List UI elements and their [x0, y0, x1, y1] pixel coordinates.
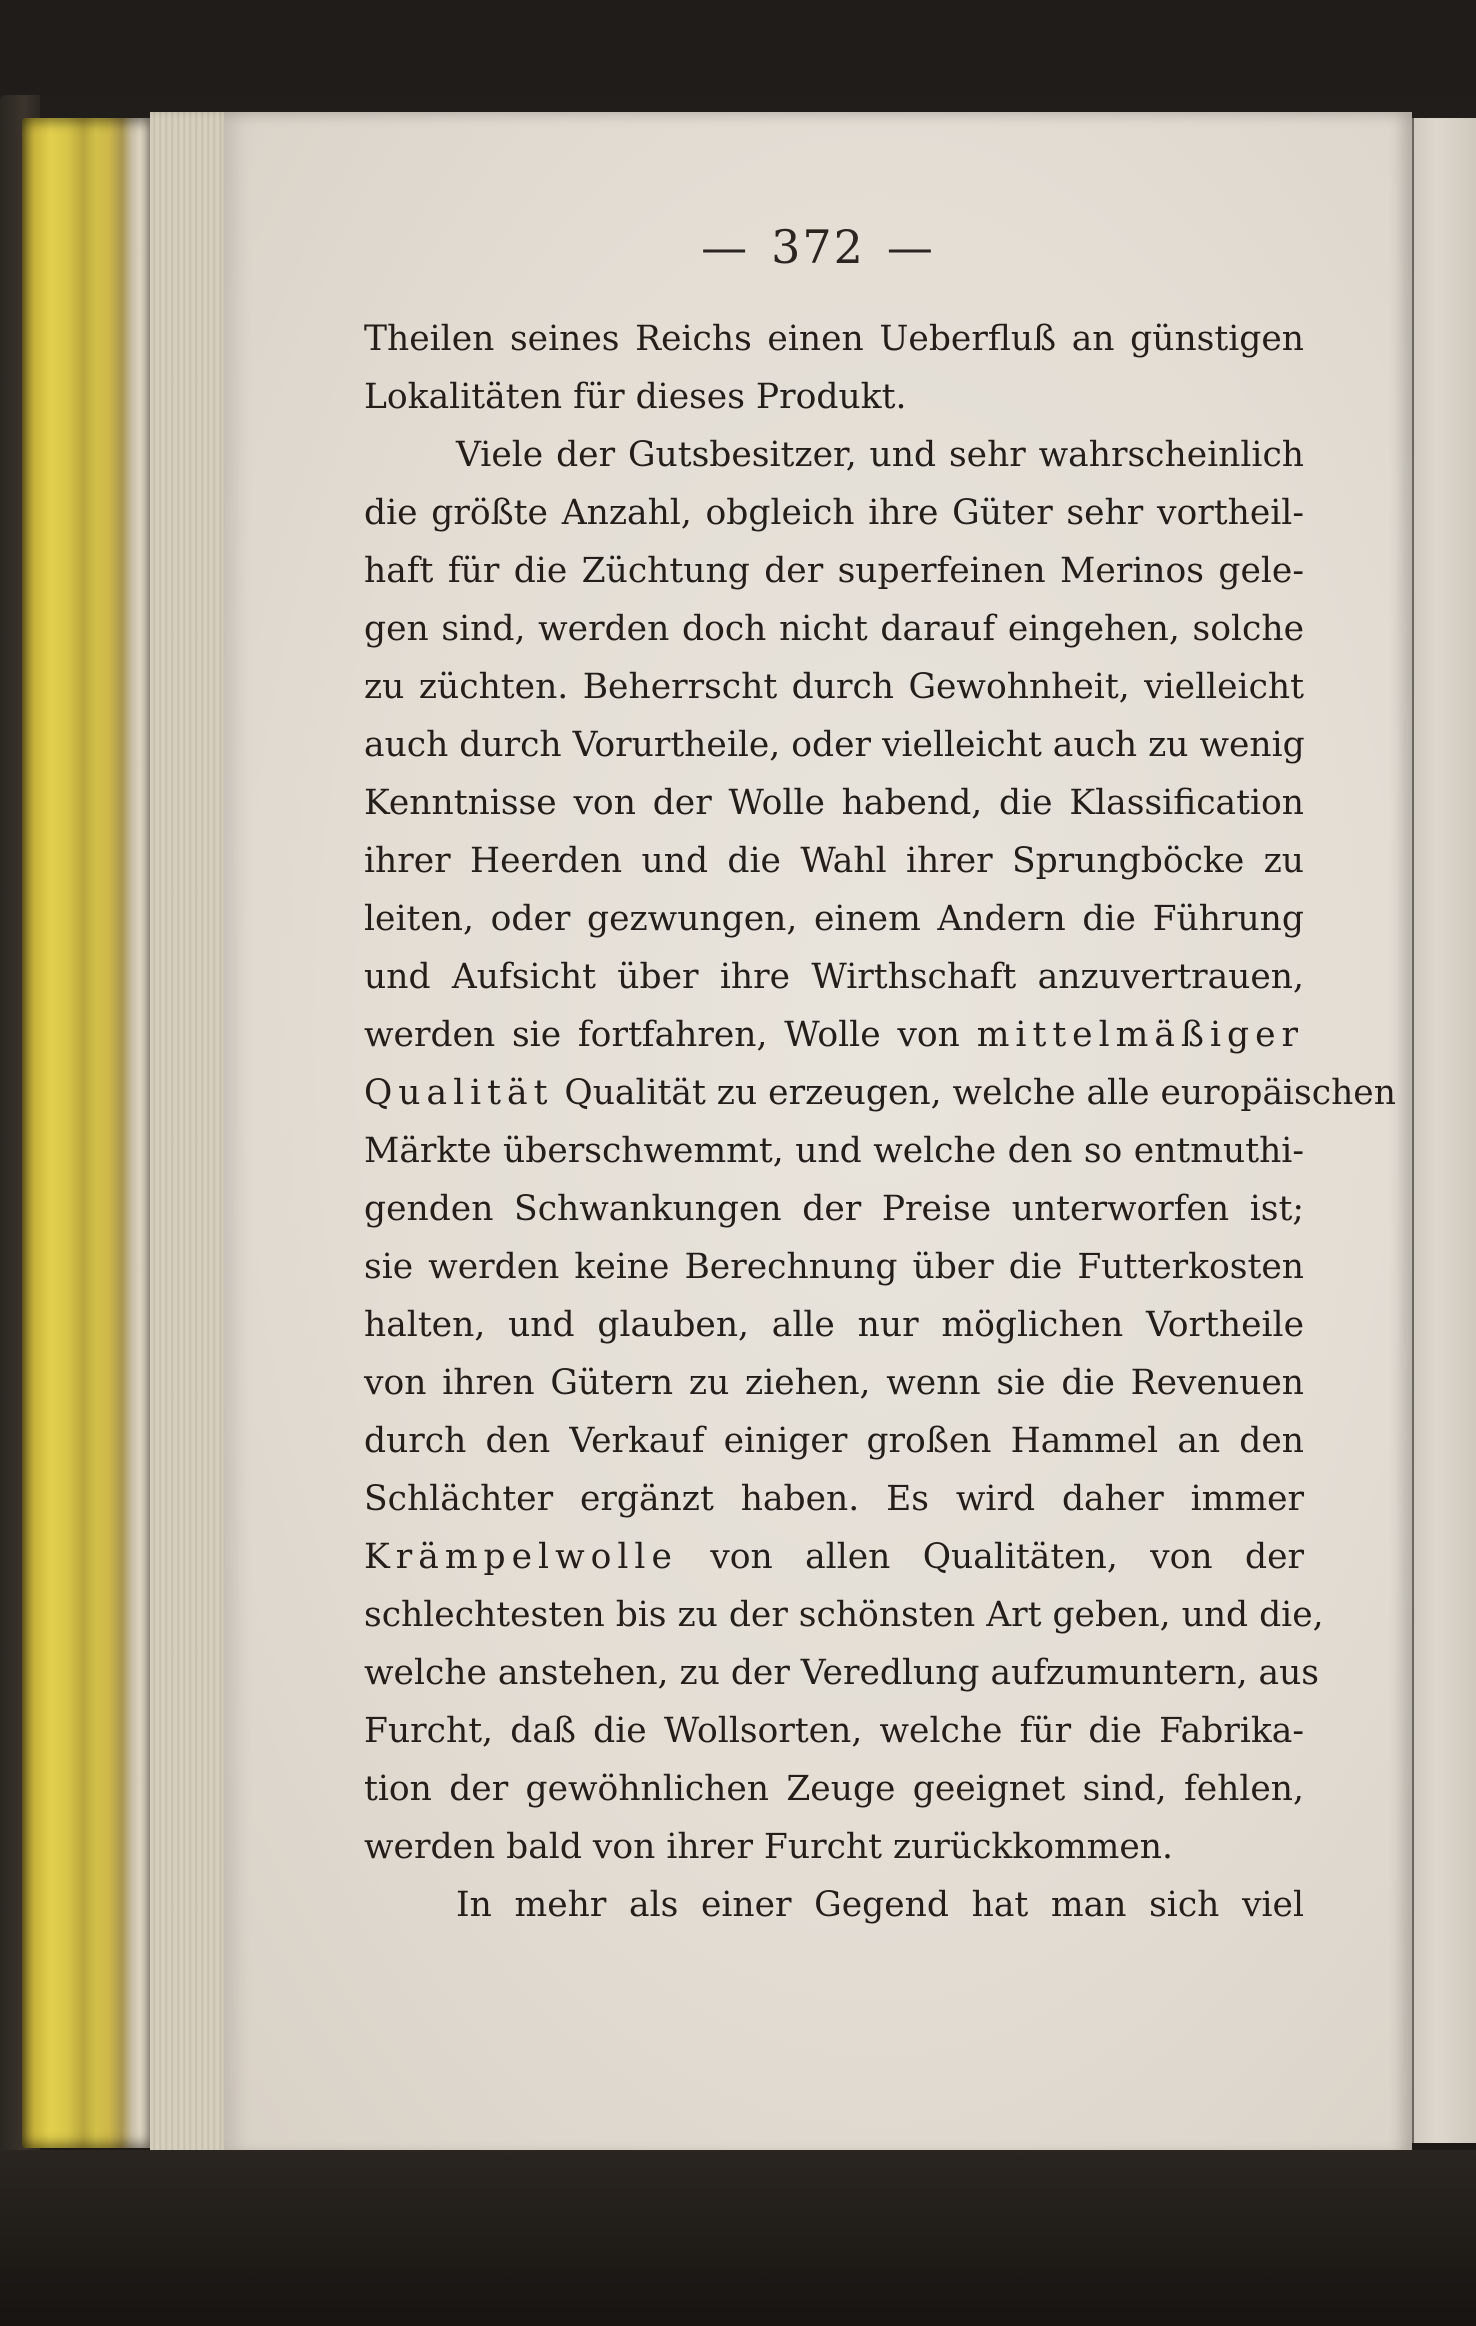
facing-page-rule: [1412, 118, 1414, 2143]
text-line: Theilen seines Reichs einen Ueberfluß an günstigen: [364, 319, 1304, 359]
page-header: [224, 220, 1412, 274]
book-page: [224, 112, 1412, 2157]
text-line: [364, 1006, 1304, 1064]
emphasis-kraempelwolle: Krämpelwolle: [364, 1537, 678, 1577]
text-line: Kenntnisse von der Wolle habend, die Klassification: [364, 783, 1304, 823]
text-line: zu züchten. Beherrscht durch Gewohnheit, vielleicht: [364, 667, 1304, 707]
text-fragment: Qualität zu erzeugen, welche alle europäischen: [564, 1073, 1396, 1113]
text-line: leiten, oder gezwungen, einem Andern die Führung: [364, 899, 1304, 939]
text-line: und Aufsicht über ihre Wirthschaft anzuvertrauen,: [364, 957, 1304, 997]
text-line: tion der gewöhnlichen Zeuge geeignet sind, fehlen,: [364, 1769, 1304, 1809]
text-line: genden Schwankungen der Preise unterworfen ist;: [364, 1189, 1304, 1229]
text-line: ihrer Heerden und die Wahl ihrer Sprungböcke zu: [364, 841, 1304, 881]
text-line: auch durch Vorurtheile, oder vielleicht auch zu wenig: [364, 725, 1305, 765]
text-line: die größte Anzahl, obgleich ihre Güter sehr vortheil-: [364, 493, 1304, 533]
text-line: werden bald von ihrer Furcht zurückkommen.: [364, 1827, 1173, 1867]
page-number: 372: [771, 220, 865, 274]
text-line: sie werden keine Berechnung über die Futterkosten: [364, 1247, 1304, 1287]
text-line: [364, 1064, 1396, 1122]
page-stack: [150, 112, 230, 2157]
text-fragment: werden sie fortfahren, Wolle von: [364, 1015, 960, 1055]
text-line: Furcht, daß die Wollsorten, welche für die Fabrika-: [364, 1711, 1304, 1751]
body-text: [364, 310, 1396, 1934]
text-line: durch den Verkauf einiger großen Hammel an den: [364, 1421, 1304, 1461]
emphasis-qualitaet: Qualität: [364, 1073, 554, 1113]
header-dash-left: —: [701, 220, 750, 274]
text-line: Schlächter ergänzt haben. Es wird daher immer: [364, 1479, 1304, 1519]
text-line: Lokalitäten für dieses Produkt.: [364, 377, 907, 417]
text-line: Märkte überschwemmt, und welche den so entmuthi-: [364, 1131, 1304, 1171]
table-surface: [0, 2150, 1476, 2326]
text-line: welche anstehen, zu der Veredlung aufzumuntern, aus: [364, 1653, 1319, 1693]
emphasis-mittelmaessiger: mittelmäßiger: [976, 1015, 1304, 1055]
text-line: schlechtesten bis zu der schönsten Art geben, und die,: [364, 1595, 1324, 1635]
header-dash-right: —: [886, 220, 935, 274]
text-line: gen sind, werden doch nicht darauf eingehen, solche: [364, 609, 1304, 649]
text-line: In mehr als einer Gegend hat man sich viel: [456, 1885, 1304, 1925]
text-line: halten, und glauben, alle nur möglichen Vortheile: [364, 1305, 1304, 1345]
text-line: Viele der Gutsbesitzer, und sehr wahrscheinlich: [456, 435, 1304, 475]
text-line: [364, 1528, 1304, 1586]
text-line: von ihren Gütern zu ziehen, wenn sie die Revenuen: [364, 1363, 1304, 1403]
gilded-page-edge: [22, 118, 150, 2148]
text-line: haft für die Züchtung der superfeinen Merinos gele-: [364, 551, 1304, 591]
text-fragment: von allen Qualitäten, von der: [710, 1537, 1304, 1577]
